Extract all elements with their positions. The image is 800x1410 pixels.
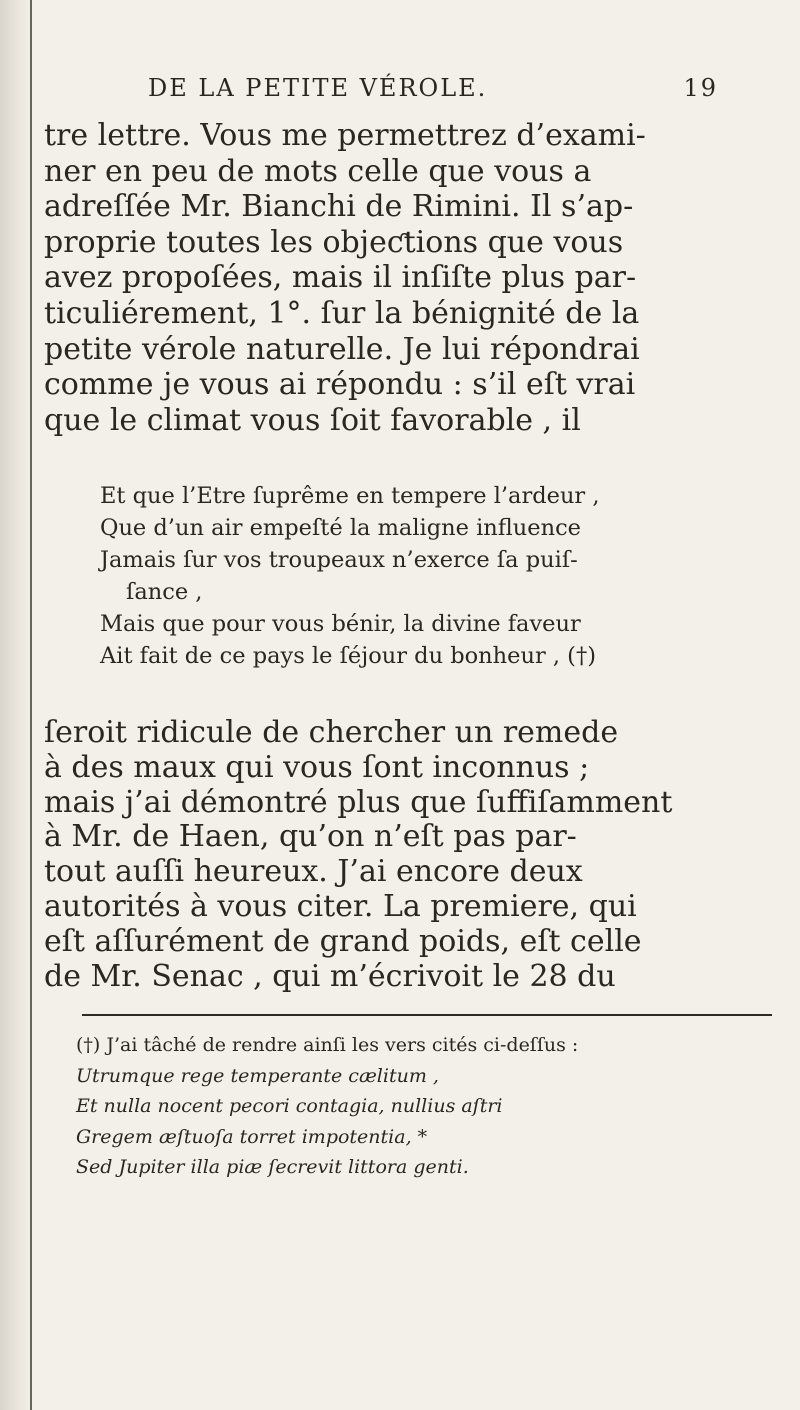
binding-edge — [30, 0, 32, 1410]
text-line: ner en peu de mots celle que vous a — [44, 153, 592, 189]
text-line: ticuliérement, 1°. ſur la bénignité de la — [44, 295, 640, 331]
paragraph-2 — [44, 716, 772, 994]
text-line: mais j’ai démontré plus que ſuffiſamment — [44, 784, 673, 820]
text-line: tre lettre. Vous me permettrez d’exami- — [44, 118, 646, 153]
footnote-verse-line: Sed Jupiter illa piæ ſecrevit littora genti. — [76, 1156, 469, 1178]
verse-quotation — [100, 480, 770, 672]
text-line: proprie toutes les objeƈtions que vous — [44, 224, 624, 260]
page-number: 19 — [683, 74, 718, 102]
verse-line: Mais que pour vous bénir, la divine faveur — [100, 611, 581, 637]
text-line: à Mr. de Haen, qu’on n’eſt pas par- — [44, 819, 577, 855]
text-line: tout auſſi heureux. J’ai encore deux — [44, 854, 583, 890]
running-header — [148, 70, 718, 110]
footnote-verse-line: Gregem æſtuoſa torret impotentia, * — [76, 1125, 428, 1148]
text-line: eſt aſſurément de grand poids, eſt celle — [44, 923, 642, 959]
verse-line: Que d’un air empeſté la maligne influence — [100, 515, 581, 541]
text-line: comme je vous ai répondu : s’il eſt vrai — [44, 367, 636, 403]
text-line: de Mr. Senac , qui m’écrivoit le 28 du — [44, 958, 616, 994]
verse-line: Jamais ſur vos troupeaux n’exerce ſa puiſ- — [100, 547, 578, 573]
footnote — [76, 1030, 776, 1183]
text-line: adreſſée Mr. Bianchi de Rimini. Il s’ap- — [44, 189, 634, 225]
verse-line: Et que l’Etre ſuprême en tempere l’ardeur , — [100, 483, 600, 509]
footnote-rule — [82, 1014, 772, 1016]
verse-line: Ait fait de ce pays le ſéjour du bonheur , (†) — [100, 643, 596, 669]
binding-gutter — [0, 0, 34, 1410]
verse-line: ſance , — [126, 579, 203, 605]
text-line: autorités à vous citer. La premiere, qui — [44, 888, 637, 924]
text-line: avez propoſées, mais il inſiſte plus par- — [44, 260, 637, 296]
text-line: petite vérole naturelle. Je lui répondrai — [44, 331, 640, 367]
text-line: que le climat vous ſoit favorable , il — [44, 402, 581, 438]
running-title: DE LA PETITE VÉROLE. — [148, 74, 488, 102]
footnote-verse-line: Utrumque rege temperante cælitum , — [76, 1064, 439, 1087]
footnote-verse-line: Et nulla nocent pecori contagia, nullius aſtri — [76, 1095, 503, 1117]
text-line: ſeroit ridicule de chercher un remede — [44, 715, 619, 750]
text-line: à des maux qui vous ſont inconnus ; — [44, 749, 590, 785]
paragraph-1 — [44, 118, 772, 438]
footnote-intro: (†) J’ai tâché de rendre ainſi les vers cités ci-deſſus : — [76, 1034, 579, 1056]
